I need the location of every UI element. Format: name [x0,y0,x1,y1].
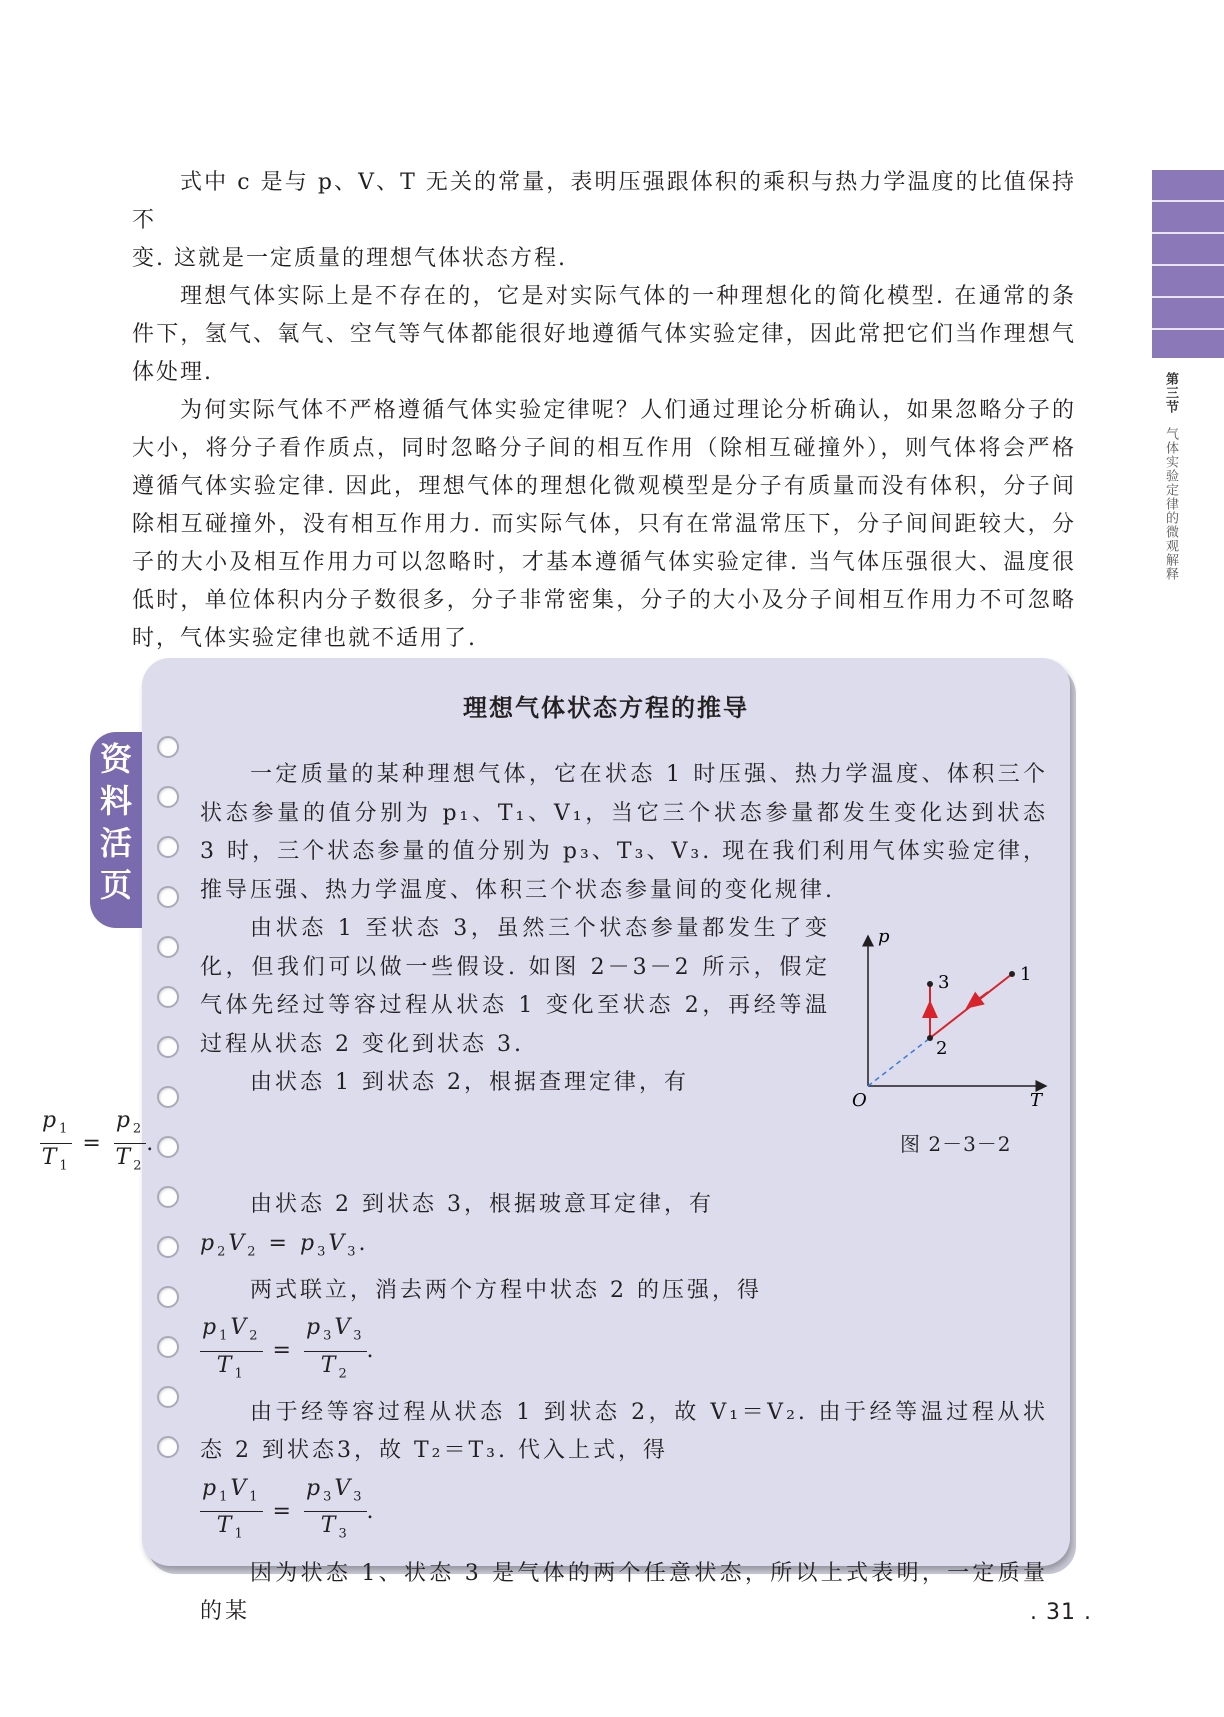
figure-caption: 图 2－3－2 [900,1132,1012,1156]
binder-ring [157,1286,179,1308]
binder-ring [157,1036,179,1058]
binder-ring [157,986,179,1008]
paragraph-2: 理想气体实际上是不存在的，它是对实际气体的一种理想化的简化模型. 在通常的条件下，氢气、氧气、空气等气体都能很好地遵循气体实验定律，因此常把它们当作理想气体处理. [132,284,1076,385]
binder-ring [157,1386,179,1408]
equation-combined-1: $\frac{p_1V_2}{T_1}$ = $\frac{p_3V_3}{T_2}$ . [202,1315,377,1381]
label-p: p [878,928,890,947]
binder-ring [157,786,179,808]
paragraph-1-line-2: 变. 这就是一定质量的理想气体状态方程. [132,246,567,271]
main-body [132,164,1076,658]
binder-ring [157,736,179,758]
binder-ring [157,1436,179,1458]
label-1: 1 [1020,964,1032,985]
binder-ring [157,1186,179,1208]
section-title: 气体实验定律的微观解释 [1163,427,1178,582]
binder-ring [157,836,179,858]
label-3: 3 [938,972,950,993]
box-title: 理想气体状态方程的推导 [463,694,749,722]
equation-charles: $\frac{p_1}{T_1}$ = $\frac{p_2}{T_2}$ . [41,1107,157,1174]
dashed-line [868,1038,930,1086]
page-number: . 31 . [1030,1600,1092,1625]
paragraph-3: 为何实际气体不严格遵循气体实验定律呢？人们通过理论分析确认，如果忽略分子的大小，将分子看作质点，同时忽略分子间的相互作用（除相互碰撞外），则气体将会严格遵循气体实验定律. 因此，理想气体的理想化微观模型是分子有质量而没有体积，分子间除相互碰撞外，没有相互作用力. 而实际气体，只有在常温常压下，分子间间距较大，分子的大小及相互作用力可以忽略时，才基本遵循气体实验定律. 当气体压强很大、温度很低时，单位体积内分子数很多，分子非常密集，分子的大小及分子间相互作用力不可忽略时，气体实验定律也就不适用了. [132,398,1076,651]
label-t: T [1030,1090,1043,1108]
equation-combined-2: $\frac{p_1V_1}{T_1}$ = $\frac{p_3V_3}{T_3}$ . [202,1475,377,1542]
binder-ring [157,936,179,958]
binder-ring [157,1236,179,1258]
paragraph-1-line-1: 式中 c 是与 p、V、T 无关的常量，表明压强跟体积的乘积与热力学温度的比值保持不 [132,170,1076,233]
box-paragraph-1: 一定质量的某种理想气体，它在状态 1 时压强、热力学温度、体积三个状态参量的值分别为 p₁、T₁、V₁，当它三个状态参量都发生变化达到状态 3 时，三个状态参量的值分别为 p₃、T₃、V₃. 现在我们利用气体实验定律，推导压强、热力学温度、体积三个状态参量间的变化规律. [200,762,1048,903]
state-point-1 [1009,971,1015,977]
box-paragraph-7: 因为状态 1、状态 3 是气体的两个任意状态，所以上式表明，一定质量的某 [200,1560,1048,1625]
pt-diagram [848,928,1058,1108]
arrow-1-2 [972,992,988,1004]
binder-ring [157,1086,179,1108]
resource-label [90,732,142,928]
label-origin: O [852,1090,867,1108]
binder-ring [157,886,179,908]
binder-ring [157,1336,179,1358]
chapter-side-title [1156,372,1178,581]
state-point-3 [927,981,933,987]
paragraph-1 [132,164,1076,278]
chapter-tab [1152,170,1224,358]
label-2: 2 [936,1038,948,1059]
equation-boyle: $p_2V_2 = p_3V_3$. [200,1230,369,1260]
resource-label-text: 资料活页 [99,740,132,904]
box-paragraph-3: 由状态 1 到状态 2，根据查理定律，有 [250,1070,689,1095]
box-paragraph-5: 两式联立，消去两个方程中状态 2 的压强，得 [250,1277,762,1303]
state-point-2 [927,1035,933,1041]
box-paragraph-4: 由状态 2 到状态 3，根据玻意耳定律，有 [250,1192,714,1218]
box-paragraph-6: 由于经等容过程从状态 1 到状态 2，故 V₁＝V₂. 由于经等温过程从状态 2 到状态3，故 T₂＝T₃. 代入上式，得 [200,1399,1048,1464]
box-paragraph-2: 由状态 1 至状态 3，虽然三个状态参量都发生了变化，但我们可以做一些假设. 如图 2－3－2 所示，假定气体先经过等容过程从状态 1 变化至状态 2，再经等温过程从状态 2 变化到状态 3. [200,916,830,1057]
section-number: 第三节 [1163,372,1178,414]
